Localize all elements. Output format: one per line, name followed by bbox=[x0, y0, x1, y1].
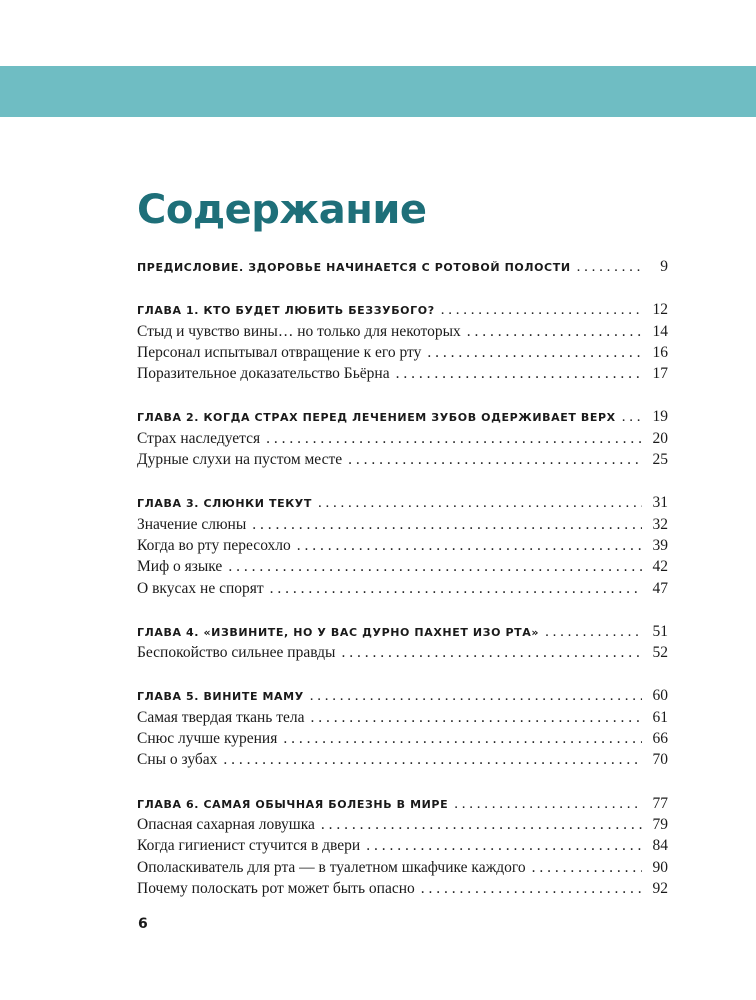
toc-entry-page: 47 bbox=[652, 579, 668, 597]
toc-chapter-heading-page: 77 bbox=[652, 794, 668, 812]
dot-leader bbox=[297, 535, 642, 556]
toc-entry-page: 70 bbox=[652, 751, 668, 769]
toc-entry[interactable] bbox=[137, 857, 668, 878]
toc-entry-title: Дурные слухи на пустом месте bbox=[137, 451, 343, 469]
toc-entry[interactable] bbox=[137, 321, 668, 342]
dot-leader bbox=[228, 556, 642, 577]
toc-chapter-heading-title: ГЛАВА 2. КОГДА СТРАХ ПЕРЕД ЛЕЧЕНИЕМ ЗУБОВ ОДЕРЖИВАЕТ ВЕРХ bbox=[137, 411, 616, 425]
toc-chapter-heading-page: 60 bbox=[652, 687, 668, 705]
dot-leader bbox=[310, 686, 642, 707]
toc-chapter-heading[interactable] bbox=[137, 406, 668, 427]
dot-leader bbox=[348, 449, 642, 470]
dot-leader bbox=[223, 749, 642, 770]
toc-chapter-heading-page: 19 bbox=[652, 408, 668, 426]
toc-entry-title: Самая твердая ткань тела bbox=[137, 708, 305, 726]
toc-entry[interactable] bbox=[137, 514, 668, 535]
toc-entry-page: 79 bbox=[652, 815, 668, 833]
toc-chapter-heading-page: 31 bbox=[652, 494, 668, 512]
toc-entry[interactable] bbox=[137, 363, 668, 384]
toc-entry-title: Опасная сахарная ловушка bbox=[137, 815, 315, 833]
toc-entry-page: 90 bbox=[652, 858, 668, 876]
toc-chapter-heading-page: 51 bbox=[652, 622, 668, 640]
dot-leader bbox=[467, 321, 642, 342]
dot-leader bbox=[622, 407, 642, 428]
toc-chapter-heading[interactable] bbox=[137, 685, 668, 706]
toc-entry-title: Сны о зубах bbox=[137, 751, 218, 769]
toc-entry[interactable] bbox=[137, 535, 668, 556]
toc-entry-page: 66 bbox=[652, 730, 668, 748]
dot-leader bbox=[545, 622, 642, 643]
toc-entry-page: 16 bbox=[652, 343, 668, 361]
toc-entry-title: О вкусах не спорят bbox=[137, 579, 264, 597]
toc-entry[interactable] bbox=[137, 642, 668, 663]
dot-leader bbox=[366, 835, 642, 856]
toc-entry[interactable] bbox=[137, 814, 668, 835]
toc-chapter-heading[interactable] bbox=[137, 299, 668, 320]
toc-entry-title: Беспокойство сильнее правды bbox=[137, 644, 336, 662]
toc-entry-page: 84 bbox=[652, 837, 668, 855]
toc-chapter-heading-title: ГЛАВА 1. КТО БУДЕТ ЛЮБИТЬ БЕЗЗУБОГО? bbox=[137, 304, 435, 318]
toc-entry[interactable] bbox=[137, 342, 668, 363]
toc-entry-page: 14 bbox=[652, 322, 668, 340]
toc-entry-title: Значение слюны bbox=[137, 515, 247, 533]
toc-entry-title: Персонал испытывал отвращение к его рту bbox=[137, 343, 422, 361]
dot-leader bbox=[441, 300, 642, 321]
toc-entry[interactable] bbox=[137, 878, 668, 899]
toc-entry-page: 42 bbox=[652, 558, 668, 576]
dot-leader bbox=[310, 707, 642, 728]
dot-leader bbox=[321, 814, 642, 835]
toc-chapter-heading[interactable] bbox=[137, 621, 668, 642]
toc-chapter-heading-title: ГЛАВА 5. ВИНИТЕ МАМУ bbox=[137, 690, 304, 704]
toc-entry-title: Страх наследуется bbox=[137, 429, 261, 447]
page-title: Содержание bbox=[137, 187, 427, 233]
dot-leader bbox=[427, 342, 642, 363]
toc-entry-page: 61 bbox=[652, 708, 668, 726]
toc-entry[interactable] bbox=[137, 578, 668, 599]
toc-entry-title: Ополаскиватель для рта — в туалетном шкафчике каждого bbox=[137, 858, 526, 876]
dot-leader bbox=[283, 728, 642, 749]
toc-entry-page: 39 bbox=[652, 536, 668, 554]
page-number: 6 bbox=[138, 916, 148, 932]
header-band bbox=[0, 66, 756, 117]
toc-entry-page: 52 bbox=[652, 644, 668, 662]
dot-leader bbox=[577, 257, 642, 278]
toc-chapter-heading[interactable] bbox=[137, 492, 668, 513]
table-of-contents bbox=[137, 256, 668, 899]
toc-entry-title: Когда гигиенист стучится в двери bbox=[137, 837, 361, 855]
toc-entry-title: Почему полоскать рот может быть опасно bbox=[137, 879, 415, 897]
toc-chapter-heading[interactable] bbox=[137, 256, 668, 277]
dot-leader bbox=[454, 794, 642, 815]
toc-entry[interactable] bbox=[137, 728, 668, 749]
dot-leader bbox=[396, 363, 642, 384]
dot-leader bbox=[341, 642, 642, 663]
toc-entry[interactable] bbox=[137, 835, 668, 856]
toc-entry[interactable] bbox=[137, 556, 668, 577]
toc-entry-page: 17 bbox=[652, 365, 668, 383]
toc-entry-title: Стыд и чувство вины… но только для некоторых bbox=[137, 322, 461, 340]
toc-chapter-heading[interactable] bbox=[137, 793, 668, 814]
toc-chapter-heading-title: ГЛАВА 4. «ИЗВИНИТЕ, НО У ВАС ДУРНО ПАХНЕТ ИЗО РТА» bbox=[137, 625, 540, 639]
toc-entry[interactable] bbox=[137, 707, 668, 728]
toc-entry[interactable] bbox=[137, 749, 668, 770]
dot-leader bbox=[270, 578, 642, 599]
toc-chapter-heading-page: 12 bbox=[652, 301, 668, 319]
toc-entry-title: Поразительное доказательство Бьёрна bbox=[137, 365, 390, 383]
toc-entry[interactable] bbox=[137, 449, 668, 470]
toc-chapter-heading-page: 9 bbox=[660, 258, 668, 275]
dot-leader bbox=[421, 878, 642, 899]
dot-leader bbox=[318, 493, 642, 514]
toc-entry[interactable] bbox=[137, 428, 668, 449]
toc-entry-page: 20 bbox=[652, 429, 668, 447]
dot-leader bbox=[252, 514, 642, 535]
toc-entry-title: Миф о языке bbox=[137, 558, 223, 576]
toc-entry-title: Когда во рту пересохло bbox=[137, 536, 291, 554]
toc-entry-page: 32 bbox=[652, 515, 668, 533]
toc-chapter-heading-title: ГЛАВА 3. СЛЮНКИ ТЕКУТ bbox=[137, 497, 312, 511]
dot-leader bbox=[532, 857, 642, 878]
toc-entry-page: 25 bbox=[652, 451, 668, 469]
dot-leader bbox=[266, 428, 642, 449]
toc-entry-page: 92 bbox=[652, 879, 668, 897]
toc-chapter-heading-title: ГЛАВА 6. САМАЯ ОБЫЧНАЯ БОЛЕЗНЬ В МИРЕ bbox=[137, 797, 449, 811]
toc-chapter-heading-title: ПРЕДИСЛОВИЕ. ЗДОРОВЬЕ НАЧИНАЕТСЯ С РОТОВОЙ ПОЛОСТИ bbox=[137, 261, 571, 274]
toc-entry-title: Снюс лучше курения bbox=[137, 730, 278, 748]
